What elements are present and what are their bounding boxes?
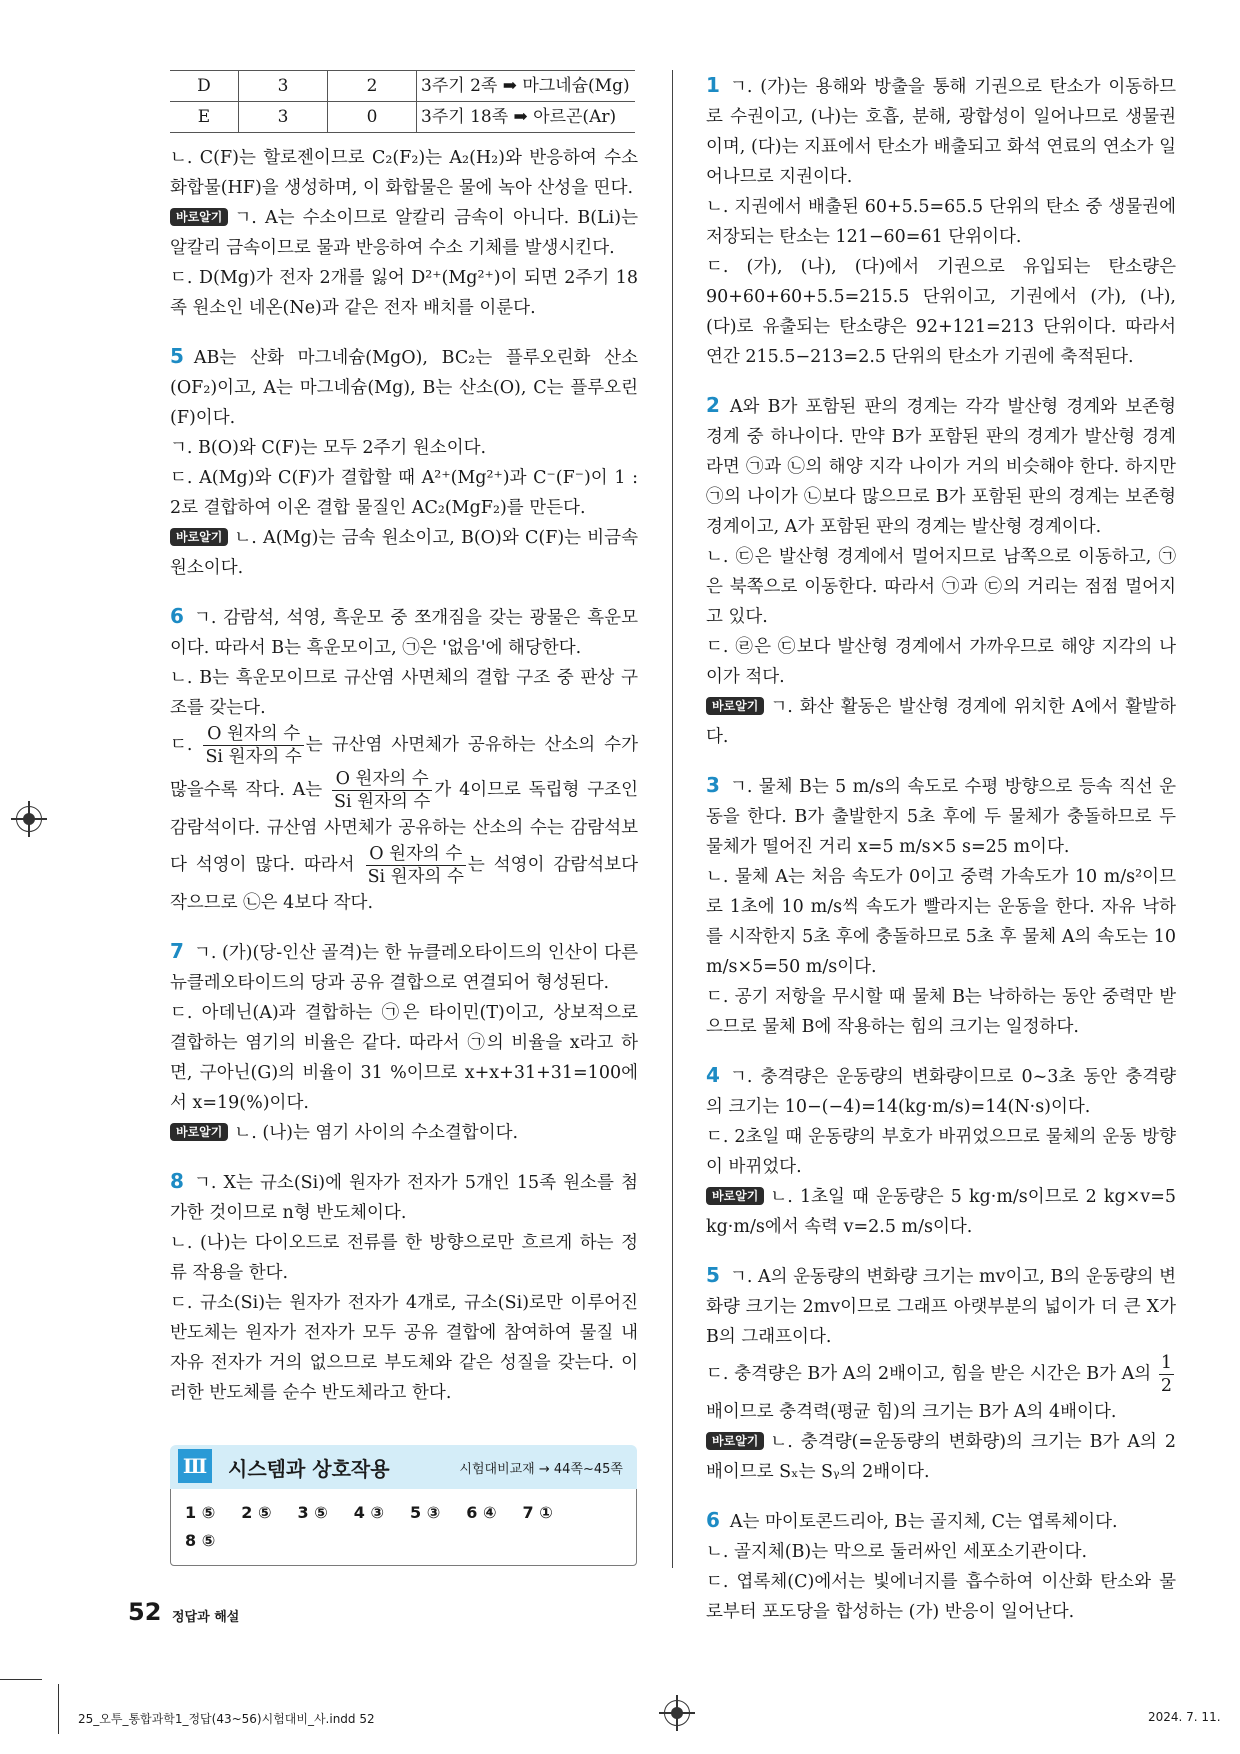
explanation-line: ㄷ. ㉣은 ㉢보다 발산형 경계에서 가까우므로 해양 지각의 나이가 적다. [706, 637, 1176, 687]
table-row [170, 71, 635, 102]
correction-text: ㄴ. 1초일 때 운동량은 5 kg·m/s이므로 2 kg×v=5 kg·m/s에서 속력 v=2.5 m/s이다. [706, 1187, 1176, 1237]
correction-text: ㄴ. A(Mg)는 금속 원소이고, B(O)와 C(F)는 비금속 원소이다. [170, 528, 638, 578]
unit-title: 시스템과 상호작용 [228, 1457, 390, 1481]
question-6-right [706, 1505, 1176, 1627]
question-number: 4 [706, 1063, 720, 1087]
question-number: 2 [706, 393, 720, 417]
explanation-text: ㄷ. [170, 735, 193, 755]
print-file-info: 25_오투_통합과학1_정답(43~56)시험대비_사.indd 52 [78, 1712, 375, 1726]
fraction [332, 768, 432, 813]
table-cell: E [170, 102, 239, 133]
explanation-line [706, 1352, 1176, 1427]
question-2 [706, 390, 1176, 752]
question-3 [706, 770, 1176, 1042]
explanation-text: 는 규산염 사면체가 공유하는 산소의 수가 많을수록 작다. A는 [170, 735, 638, 800]
correction-badge: 바로알기 [706, 1432, 764, 1450]
table-row [170, 102, 635, 133]
correction-text: ㄴ. 충격량(=운동량의 변화량)의 크기는 B가 A의 2배이므로 Sₓ는 Sᵧ의 2배이다. [706, 1432, 1176, 1482]
fraction-numerator: O 원자의 수 [332, 768, 432, 791]
right-column [706, 70, 1176, 1645]
correction-text: ㄱ. 화산 활동은 발산형 경계에 위치한 A에서 활발하다. [706, 697, 1176, 747]
question-number: 3 [706, 773, 720, 797]
table-cell: 3주기 18족 ➡ 아르곤(Ar) [417, 102, 636, 133]
table-cell: 2 [328, 71, 417, 102]
print-date: 2024. 7. 11. [1148, 1710, 1221, 1724]
question-text: ㄱ. A의 운동량의 변화량 크기는 mv이고, B의 운동량의 변화량 크기는 2mv이므로 그래프 아랫부분의 넓이가 더 큰 X가 B의 그래프이다. [706, 1267, 1176, 1347]
explanation-line: ㄷ. (가), (나), (다)에서 기권으로 유입되는 탄소량은 90+60+60+5.5=215.5 단위이고, 기권에서 (가), (나), (다)로 유출되는 탄소량은 92+121=213 단위이다. 따라서 연간 215.5−213=2.5 단위의 탄소가 기권에 축적된다. [706, 257, 1176, 367]
question-4-continued [170, 143, 638, 323]
explanation-line: ㄷ. 엽록체(C)에서는 빛에너지를 흡수하여 이산화 탄소와 물로부터 포도당을 합성하는 (가) 반응이 일어난다. [706, 1572, 1176, 1622]
explanation-line: ㄷ. D(Mg)가 전자 2개를 잃어 D²⁺(Mg²⁺)이 되면 2주기 18족 원소인 네온(Ne)과 같은 전자 배치를 이룬다. [170, 268, 638, 318]
question-number: 5 [706, 1263, 720, 1287]
question-number: 7 [170, 939, 184, 963]
correction-badge: 바로알기 [170, 1123, 228, 1141]
fraction-denominator: Si 원자의 수 [334, 792, 431, 812]
question-7 [170, 936, 638, 1148]
correction-line [170, 203, 638, 263]
question-text: ㄱ. (가)는 용해와 방출을 통해 기권으로 탄소가 이동하므로 수권이고, (나)는 호흡, 분해, 광합성이 일어나므로 생물권이며, (다)는 지표에서 탄소가 배출되고 화석 연료의 연소가 일어나므로 지권이다. [706, 77, 1176, 187]
explanation-line: ㄱ. B(O)와 C(F)는 모두 2주기 원소이다. [170, 438, 487, 458]
question-text: ㄱ. 충격량은 운동량의 변화량이므로 0~3초 동안 충격량의 크기는 10−(−4)=14(kg·m/s)=14(N·s)이다. [706, 1067, 1176, 1117]
explanation-text: ㄷ. 충격량은 B가 A의 2배이고, 힘을 받은 시간은 B가 A의 [706, 1364, 1152, 1384]
explanation-line: ㄷ. 2초일 때 운동량의 부호가 바뀌었으므로 물체의 운동 방향이 바뀌었다. [706, 1127, 1176, 1177]
answer-item: 6 ④ [466, 1503, 497, 1522]
explanation-line [706, 1505, 1176, 1537]
fraction-numerator: O 원자의 수 [203, 723, 303, 746]
fraction-denominator: 2 [1160, 1376, 1172, 1396]
question-number: 6 [170, 604, 184, 628]
table-cell: 3주기 2족 ➡ 마그네슘(Mg) [417, 71, 636, 102]
correction-line [706, 692, 1176, 752]
answer-summary-box [170, 1452, 637, 1566]
answer-item: 7 ① [522, 1503, 553, 1522]
registration-mark-icon [16, 806, 42, 832]
question-number: 1 [706, 73, 720, 97]
answer-item: 4 ③ [353, 1503, 384, 1522]
unit-number: Ⅲ [178, 1449, 212, 1483]
question-6 [170, 601, 638, 918]
reference-text: 시험대비교재 → 44쪽~45쪽 [459, 1462, 623, 1477]
explanation-line: ㄷ. 규소(Si)는 원자가 전자가 4개로, 규소(Si)로만 이루어진 반도체는 원자가 전자가 모두 공유 결합에 참여하여 물질 내 자유 전자가 거의 없으므로 부도체와 같은 성질을 갖는다. 이러한 반도체를 순수 반도체라고 한다. [170, 1293, 638, 1403]
question-text: ㄱ. 물체 B는 5 m/s의 속도로 수평 방향으로 등속 직선 운동을 한다. B가 출발한지 5초 후에 두 물체가 충돌하므로 두 물체가 떨어진 거리 x=5 m/s×5 s=25 m이다. [706, 777, 1176, 857]
correction-badge: 바로알기 [170, 208, 228, 226]
answer-item: 1 ⑤ [185, 1503, 216, 1522]
correction-line [706, 1182, 1176, 1242]
answer-item: 8 ⑤ [185, 1531, 216, 1550]
table-cell: 0 [328, 102, 417, 133]
registration-mark-icon [664, 1700, 690, 1726]
question-5-right [706, 1260, 1176, 1487]
explanation-line: ㄷ. A(Mg)와 C(F)가 결합할 때 A²⁺(Mg²⁺)과 C⁻(F⁻)이 1 : 2로 결합하여 이온 결합 물질인 AC₂(MgF₂)를 만든다. [170, 468, 638, 518]
table-cell: 3 [239, 102, 328, 133]
left-column [170, 70, 638, 1426]
page-label: 정답과 해설 [172, 1610, 240, 1625]
explanation-line [170, 723, 638, 918]
fraction-denominator: Si 원자의 수 [205, 747, 302, 767]
answer-box-header [170, 1445, 637, 1489]
element-table [170, 70, 635, 133]
explanation-line [706, 1060, 1176, 1122]
explanation-line: ㄴ. 지권에서 배출된 60+5.5=65.5 단위의 탄소 중 생물권에 저장되는 탄소는 121−60=61 단위이다. [706, 197, 1176, 247]
fraction-numerator: 1 [1160, 1353, 1172, 1373]
question-text: A와 B가 포함된 판의 경계는 각각 발산형 경계와 보존형 경계 중 하나이다. 만약 B가 포함된 판의 경계가 발산형 경계라면 ㉠과 ㉡의 해양 지각 나이가 거의 비슷해야 한다. 하지만 ㉠의 나이가 ㉡보다 많으므로 B가 포함된 판의 경계는 보존형 경계이고, A가 포함된 판의 경계는 발산형 경계이다. [706, 397, 1176, 537]
correction-badge: 바로알기 [706, 1187, 764, 1205]
explanation-text: 는 석영이 감람석보다 작으므로 ㉡은 4보다 작다. [170, 855, 638, 913]
question-text: AB는 산화 마그네슘(MgO), BC₂는 플루오린화 산소(OF₂)이고, A는 마그네슘(Mg), B는 산소(O), C는 플루오린(F)이다. [170, 348, 638, 428]
question-4 [706, 1060, 1176, 1242]
question-number: 5 [170, 344, 184, 368]
explanation-line: ㄴ. (나)는 다이오드로 전류를 한 방향으로만 흐르게 하는 정류 작용을 한다. [170, 1233, 638, 1283]
question-text: ㄱ. (가)(당-인산 골격)는 한 뉴클레오타이드의 인산이 다른 뉴클레오타이드의 당과 공유 결합으로 연결되어 형성된다. [170, 943, 638, 993]
table-cell: 3 [239, 71, 328, 102]
column-divider [672, 70, 673, 1568]
question-number: 6 [706, 1508, 720, 1532]
explanation-line [706, 70, 1176, 192]
correction-line [170, 1118, 638, 1148]
answer-list [185, 1499, 626, 1555]
explanation-line [170, 936, 638, 998]
fraction [366, 843, 466, 888]
answer-item: 2 ⑤ [241, 1503, 272, 1522]
explanation-line [706, 770, 1176, 862]
crop-mark [0, 1679, 42, 1680]
explanation-line [170, 1166, 638, 1228]
question-number: 8 [170, 1169, 184, 1193]
question-text: ㄱ. X는 규소(Si)에 원자가 전자가 5개인 15족 원소를 첨가한 것이므로 n형 반도체이다. [170, 1173, 638, 1223]
fraction-denominator: Si 원자의 수 [367, 867, 464, 887]
explanation-line: ㄴ. C(F)는 할로젠이므로 C₂(F₂)는 A₂(H₂)와 반응하여 수소 화합물(HF)을 생성하며, 이 화합물은 물에 녹아 산성을 띤다. [170, 148, 638, 198]
explanation-line [706, 1260, 1176, 1352]
answer-item: 3 ⑤ [297, 1503, 328, 1522]
question-1 [706, 70, 1176, 372]
correction-badge: 바로알기 [706, 697, 764, 715]
explanation-line: ㄴ. B는 흑운모이므로 규산염 사면체의 결합 구조 중 판상 구조를 갖는다. [170, 668, 638, 718]
correction-text: ㄱ. A는 수소이므로 알칼리 금속이 아니다. B(Li)는 알칼리 금속이므로 물과 반응하여 수소 기체를 발생시킨다. [170, 208, 638, 258]
question-text: ㄱ. 감람석, 석영, 흑운모 중 쪼개짐을 갖는 광물은 흑운모이다. 따라서 B는 흑운모이고, ㉠은 '없음'에 해당한다. [170, 608, 638, 658]
question-5 [170, 341, 638, 583]
question-8 [170, 1166, 638, 1408]
fraction [203, 723, 303, 768]
correction-text: ㄴ. (나)는 염기 사이의 수소결합이다. [234, 1123, 519, 1143]
explanation-line: ㄴ. 물체 A는 처음 속도가 0이고 중력 가속도가 10 m/s²이므로 1초에 10 m/s씩 속도가 빨라지는 운동을 한다. 자유 낙하를 시작한지 5초 후에 충돌하므로 5초 후 물체 A의 속도는 10 m/s×5=50 m/s이다. [706, 867, 1176, 977]
table-cell: D [170, 71, 239, 102]
explanation-line: ㄴ. 골지체(B)는 막으로 둘러싸인 세포소기관이다. [706, 1542, 1088, 1562]
fraction-numerator: O 원자의 수 [366, 843, 466, 866]
crop-mark [58, 1684, 59, 1734]
explanation-line: ㄷ. 아데닌(A)과 결합하는 ㉠은 타이민(T)이고, 상보적으로 결합하는 염기의 비율은 같다. 따라서 ㉠의 비율을 x라고 하면, 구아닌(G)의 비율이 31 %이므로 x+x+31+31=100에서 x=19(%)이다. [170, 1003, 638, 1113]
explanation-line [170, 341, 638, 433]
correction-line [170, 523, 638, 583]
explanation-line: ㄷ. 공기 저항을 무시할 때 물체 B는 낙하하는 동안 중력만 받으므로 물체 B에 작용하는 힘의 크기는 일정하다. [706, 987, 1176, 1037]
correction-badge: 바로알기 [170, 528, 228, 546]
explanation-text: 가 4이므로 독립형 구조인 감람석이다. 규산염 사면체가 공유하는 산소의 수는 감람석보다 석영이 많다. 따라서 [170, 780, 638, 875]
correction-line [706, 1427, 1176, 1487]
question-text: A는 마이토콘드리아, B는 골지체, C는 엽록체이다. [729, 1512, 1118, 1532]
explanation-line [170, 601, 638, 663]
page-number: 52 [128, 1598, 162, 1626]
explanation-line [706, 390, 1176, 542]
explanation-text: 배이므로 충격력(평균 힘)의 크기는 B가 A의 4배이다. [706, 1402, 1117, 1422]
explanation-line: ㄴ. ㉢은 발산형 경계에서 멀어지므로 남쪽으로 이동하고, ㉠은 북쪽으로 이동한다. 따라서 ㉠과 ㉢의 거리는 점점 멀어지고 있다. [706, 547, 1176, 627]
fraction [1159, 1352, 1174, 1397]
answer-item: 5 ③ [410, 1503, 441, 1522]
